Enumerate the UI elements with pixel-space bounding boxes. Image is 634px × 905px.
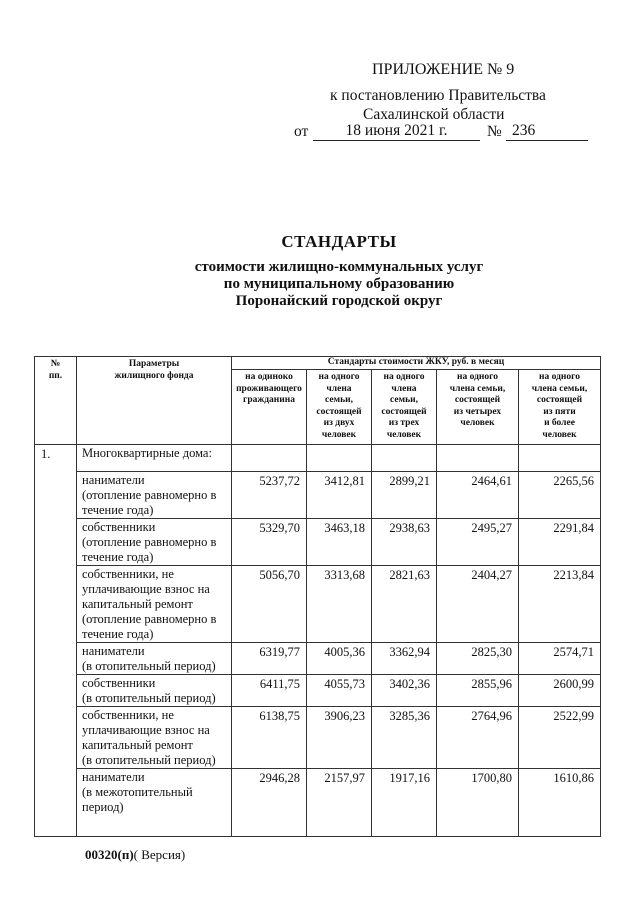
header-single: на одиноко проживающего гражданина (232, 370, 307, 445)
document-code: 00320(п) (85, 847, 134, 862)
resolution-line: к постановлению Правительства (330, 87, 546, 104)
row-value: 5329,70 (232, 519, 307, 566)
title-line-1: стоимости жилищно-коммунальных услуг (194, 259, 484, 275)
row-value: 2821,63 (372, 566, 437, 643)
table-cell (519, 445, 601, 472)
document-title: СТАНДАРТЫ (281, 232, 397, 251)
number-field: 236 (506, 122, 588, 141)
table-cell (307, 445, 372, 472)
header-standards-group: Стандарты стоимости ЖКУ, руб. в месяц (232, 357, 601, 370)
header-family-5plus: на одного члена семьи, состоящей из пяти и более человек (519, 370, 601, 445)
row-value: 2464,61 (437, 472, 519, 519)
section-index: 1. (35, 445, 77, 837)
row-parameter: собственники (отопление равномерно в течение года) (77, 519, 232, 566)
table-row (35, 566, 601, 643)
header-family-2: на одного члена семьи, состоящей из двух человек (307, 370, 372, 445)
row-value: 6319,77 (232, 643, 307, 675)
row-value: 2495,27 (437, 519, 519, 566)
row-value: 4005,36 (307, 643, 372, 675)
version-label: ( Версия) (133, 847, 186, 862)
standards-table (34, 356, 601, 837)
row-value: 2291,84 (519, 519, 601, 566)
table-row (35, 769, 601, 837)
row-value: 2265,56 (519, 472, 601, 519)
header-family-3: на одного члена семьи, состоящей из трех человек (372, 370, 437, 445)
row-value: 2213,84 (519, 566, 601, 643)
row-value: 6411,75 (232, 675, 307, 707)
row-value: 3412,81 (307, 472, 372, 519)
table-cell (437, 445, 519, 472)
row-value: 1610,86 (519, 769, 601, 837)
row-value: 5237,72 (232, 472, 307, 519)
date-field: 18 июня 2021 г. (313, 122, 480, 141)
row-parameter: наниматели (в отопительный период) (77, 643, 232, 675)
table-row (35, 643, 601, 675)
header-parameters: Параметры жилищного фонда (77, 357, 232, 445)
row-value: 3402,36 (372, 675, 437, 707)
title-line-3: Поронайский городской округ (235, 293, 443, 309)
from-label: от (294, 123, 309, 140)
section-row (35, 445, 601, 472)
row-value: 3285,36 (372, 707, 437, 769)
row-parameter: собственники, не уплачивающие взнос на капитальный ремонт (в отопительный период) (77, 707, 232, 769)
header-number: № пп. (35, 357, 77, 445)
row-parameter: наниматели (отопление равномерно в течение года) (77, 472, 232, 519)
table-row (35, 707, 601, 769)
row-value: 2764,96 (437, 707, 519, 769)
row-value: 2600,99 (519, 675, 601, 707)
row-value: 2522,99 (519, 707, 601, 769)
title-line-2: по муниципальному образованию (223, 276, 455, 292)
table-cell (232, 445, 307, 472)
row-value: 3463,18 (307, 519, 372, 566)
row-parameter: собственники (в отопительный период) (77, 675, 232, 707)
row-parameter: собственники, не уплачивающие взнос на капитальный ремонт (отопление равномерно в течение года) (77, 566, 232, 643)
table-row (35, 519, 601, 566)
number-label: № (487, 123, 502, 140)
row-value: 2157,97 (307, 769, 372, 837)
row-value: 2855,96 (437, 675, 519, 707)
row-value: 2899,21 (372, 472, 437, 519)
table-row (35, 472, 601, 519)
row-parameter: наниматели (в межотопительный период) (77, 769, 232, 837)
footer-code (85, 847, 185, 863)
region-line: Сахалинской области (363, 106, 505, 123)
header-family-4: на одного члена семьи, состоящей из четырех человек (437, 370, 519, 445)
table-cell (372, 445, 437, 472)
row-value: 5056,70 (232, 566, 307, 643)
row-value: 2938,63 (372, 519, 437, 566)
row-value: 3362,94 (372, 643, 437, 675)
table-row (35, 675, 601, 707)
row-value: 3313,68 (307, 566, 372, 643)
row-value: 2946,28 (232, 769, 307, 837)
row-value: 6138,75 (232, 707, 307, 769)
appendix-title: ПРИЛОЖЕНИЕ № 9 (372, 61, 515, 78)
row-value: 2404,27 (437, 566, 519, 643)
row-value: 1917,16 (372, 769, 437, 837)
section-label: Многоквартирные дома: (77, 445, 232, 472)
row-value: 3906,23 (307, 707, 372, 769)
row-value: 2825,30 (437, 643, 519, 675)
row-value: 2574,71 (519, 643, 601, 675)
row-value: 1700,80 (437, 769, 519, 837)
row-value: 4055,73 (307, 675, 372, 707)
